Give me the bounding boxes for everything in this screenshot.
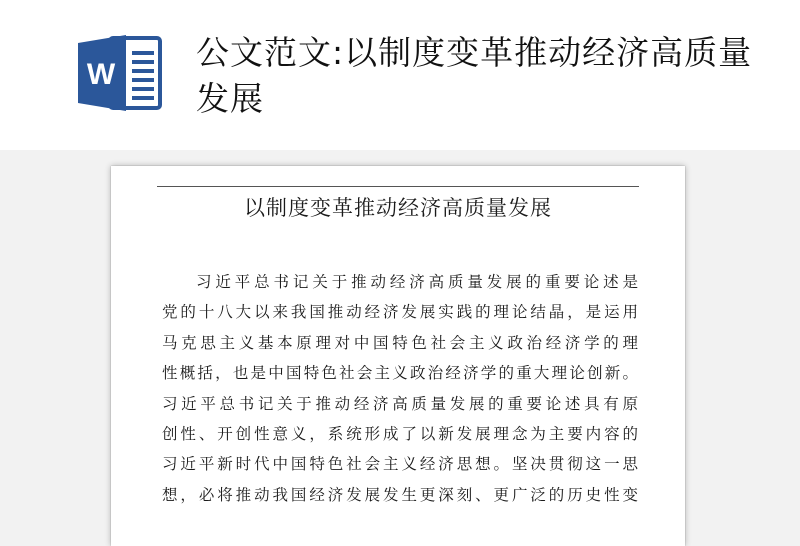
logo-letter: W — [86, 58, 116, 91]
document-title: 以制度变革推动经济高质量发展 — [244, 196, 552, 220]
header-rule — [157, 186, 639, 187]
document-body — [162, 267, 638, 510]
body-line: 马克思主义基本原理对中国特色社会主义政治经济学的理 — [162, 333, 638, 352]
body-line: 党的十八大以来我国推动经济发展实践的理论结晶，是运用 — [162, 303, 638, 322]
body-line: 习近平新时代中国特色社会主义经济思想。坚决贯彻这一思 — [162, 455, 638, 474]
body-line: 性概括，也是中国特色社会主义政治经济学的重大理论创新。 — [162, 364, 638, 383]
body-line: 创性、开创性意义，系统形成了以新发展理念为主要内容的 — [162, 424, 638, 443]
body-line: 想，必将推动我国经济发展发生更深刻、更广泛的历史性变 — [162, 485, 638, 504]
body-line: 习近平总书记关于推动经济高质量发展的重要论述是 — [196, 273, 638, 291]
body-line: 习近平总书记关于推动经济高质量发展的重要论述具有原 — [162, 394, 638, 413]
document-page-preview — [111, 166, 685, 546]
word-document-icon — [76, 33, 164, 113]
header-banner — [0, 0, 800, 150]
page-title: 公文范文:以制度变革推动经济高质量发展 — [196, 33, 753, 118]
